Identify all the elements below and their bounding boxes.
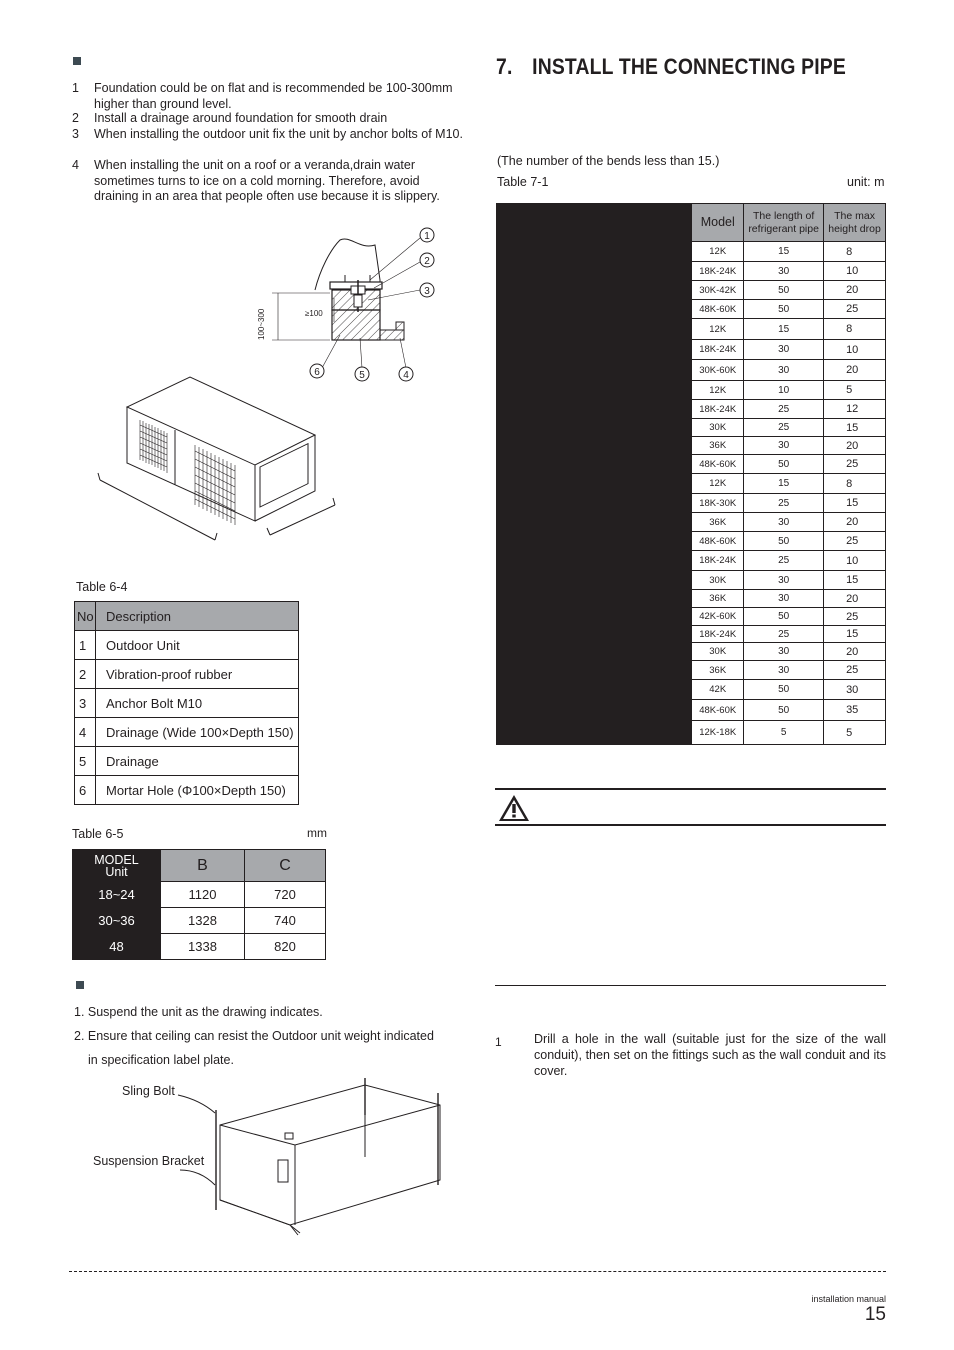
bends-note: (The number of the bends less than 15.) [497, 154, 720, 168]
warning-triangle-icon [497, 793, 531, 823]
table-row: 36K 30 20 [497, 437, 886, 455]
header-model: Model [692, 204, 744, 242]
table-row: 48K-60K 50 25 [497, 532, 886, 551]
header-c: C [245, 850, 326, 882]
step-number: 1 [495, 1035, 502, 1049]
section-bullet-icon [73, 57, 81, 65]
step-text: Drill a hole in the wall (suitable just for the size of the wall conduit), then set on the fittings such as the wall conduit and its cover. [534, 1032, 886, 1078]
callout-label: 6 [314, 367, 320, 378]
header-no: No [75, 602, 96, 631]
suspend-step-1: 1. Suspend the unit as the drawing indicates. [74, 1005, 323, 1019]
table-row: 12K-18K 5 5 [497, 721, 886, 745]
foundation-detail-diagram [250, 220, 450, 390]
callout-label: 2 [424, 256, 430, 267]
table-row: 4 Drainage (Wide 100×Depth 150) [75, 718, 299, 747]
footer-rule [69, 1271, 886, 1272]
section-bullet-icon [76, 981, 84, 989]
section-rule [495, 985, 886, 986]
table-header-row [497, 204, 886, 242]
sling-bolt-label: Sling Bolt [122, 1084, 175, 1098]
table-6-5-caption: Table 6-5 [72, 827, 124, 841]
dim-label: ≥100 [305, 309, 323, 318]
table-row: 12K 15 8 [497, 319, 886, 340]
page-number: 15 [864, 1304, 886, 1325]
table-row: 36K 30 20 [497, 513, 886, 532]
table-header-row [75, 602, 299, 631]
table-row: 12K 10 5 [497, 381, 886, 400]
header-length: The length of refrigerant pipe [744, 204, 824, 242]
header-model-unit: MODEL Unit [73, 850, 161, 882]
table-row: 30K-42K 50 20 [497, 281, 886, 300]
table-row: 18K-24K 25 12 [497, 400, 886, 419]
table-row: 36K 30 20 [497, 590, 886, 608]
table-row: 48K-60K 50 25 [497, 455, 886, 474]
table-row: 30K 30 15 [497, 571, 886, 590]
table-row: 18K-24K 25 10 [497, 551, 886, 571]
outdoor-unit-drawing [95, 375, 345, 545]
warning-bottom-rule [495, 824, 886, 826]
table-row: 30~36 1328 740 [73, 908, 326, 934]
table-row: 18K-24K 25 15 [497, 626, 886, 643]
callout-label: 4 [403, 370, 409, 381]
table-6-4 [74, 601, 299, 805]
table-row: 36K 30 25 [497, 661, 886, 680]
table-row: 48K-60K 50 25 [497, 300, 886, 319]
table-row: 2 Vibration-proof rubber [75, 660, 299, 689]
suspension-bracket-label: Suspension Bracket [93, 1154, 205, 1168]
warning-top-rule [495, 788, 886, 790]
table-row: 12K 15 8 [497, 474, 886, 494]
table-row: 30K-60K 30 20 [497, 360, 886, 381]
table-7-1-caption: Table 7-1 [497, 175, 549, 189]
dim-label: 100~300 [257, 308, 266, 340]
table-6-5-unit: mm [307, 826, 327, 840]
table-row: 30K 30 20 [497, 643, 886, 661]
suspend-step-2: 2. Ensure that ceiling can resist the Outdoor unit weight indicated [74, 1029, 434, 1043]
table-row: 48K-60K 50 35 [497, 700, 886, 721]
table-row: 3 Anchor Bolt M10 [75, 689, 299, 718]
header-b: B [161, 850, 245, 882]
table-row: 18K-24K 30 10 [497, 262, 886, 281]
table-6-4-caption: Table 6-4 [76, 580, 128, 594]
table-row: 6 Mortar Hole (Φ100×Depth 150) [75, 776, 299, 805]
table-7-1 [496, 203, 886, 745]
table-header-row [73, 850, 326, 882]
table-row: 18~24 1120 720 [73, 882, 326, 908]
table-row: 48 1338 820 [73, 934, 326, 960]
suspension-drawing [170, 1075, 455, 1245]
table-row: 1 Outdoor Unit [75, 631, 299, 660]
callout-label: 1 [424, 231, 430, 242]
table-row: 30K 25 15 [497, 419, 886, 437]
table-6-5 [72, 849, 326, 960]
header-description: Description [96, 602, 299, 631]
suspend-step-2-cont: in specification label plate. [88, 1053, 234, 1067]
table-row: 42K 50 30 [497, 680, 886, 700]
table-row: 42K-60K 50 25 [497, 608, 886, 626]
table-row: 5 Drainage [75, 747, 299, 776]
callout-label: 3 [424, 286, 430, 297]
table-row: 12K 15 8 [497, 242, 886, 262]
table-row: 18K-24K 30 10 [497, 340, 886, 360]
table-7-1-unit: unit: m [847, 175, 885, 189]
footer-label: installation manual [811, 1294, 886, 1304]
table-row: 18K-30K 25 15 [497, 494, 886, 513]
section-title: 7. INSTALL THE CONNECTING PIPE [496, 54, 846, 79]
callout-label: 5 [359, 370, 365, 381]
header-height: The max height drop [824, 204, 886, 242]
